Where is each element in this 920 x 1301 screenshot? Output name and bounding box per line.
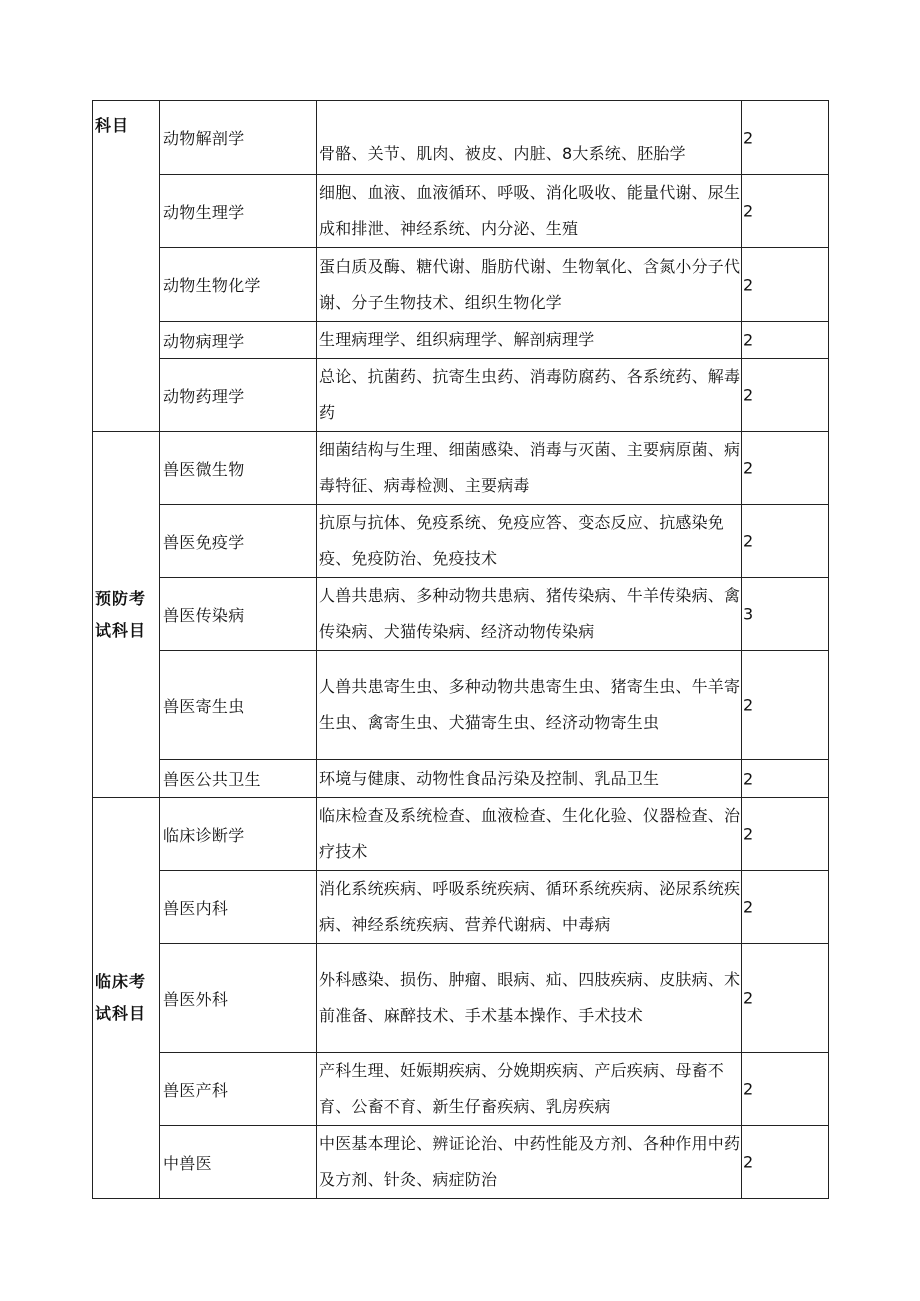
- weight-value: 2: [743, 128, 754, 147]
- weight-value: 2: [743, 1079, 754, 1099]
- content-cell: 临床检查及系统检查、血液检查、生化化验、仪器检查、治疗技术: [317, 798, 742, 871]
- subject-cell: 兽医微生物: [160, 432, 317, 505]
- table-row: [93, 101, 829, 175]
- weight-cell: [742, 871, 829, 944]
- category-label: 预防考试科目: [95, 588, 147, 640]
- weight-cell: [742, 1126, 829, 1199]
- table-row: [93, 651, 829, 760]
- exam-subject-table: [92, 100, 829, 1199]
- category-cell: [93, 432, 160, 798]
- category-cell: [93, 798, 160, 1199]
- weight-value: 2: [743, 275, 754, 294]
- category-label: 临床考试科目: [95, 972, 147, 1023]
- content-cell: 骨骼、关节、肌肉、被皮、内脏、8大系统、胚胎学: [317, 101, 742, 175]
- category-label: 科目: [95, 116, 130, 135]
- table-row: [93, 578, 829, 651]
- subject-cell: 动物解剖学: [160, 101, 317, 175]
- subject-cell: 兽医传染病: [160, 578, 317, 651]
- weight-value: 2: [743, 988, 754, 1008]
- category-cell: [93, 101, 160, 432]
- weight-cell: [742, 359, 829, 432]
- content-cell: 外科感染、损伤、肿瘤、眼病、疝、四肢疾病、皮肤病、术前准备、麻醉技术、手术基本操作、手术技术: [317, 944, 742, 1053]
- weight-value: 2: [743, 695, 754, 715]
- table-row: [93, 871, 829, 944]
- table-row: [93, 944, 829, 1053]
- weight-value: 2: [743, 824, 754, 844]
- weight-cell: [742, 651, 829, 760]
- weight-cell: [742, 322, 829, 359]
- subject-cell: 兽医寄生虫: [160, 651, 317, 760]
- content-cell: 蛋白质及酶、糖代谢、脂肪代谢、生物氧化、含氮小分子代谢、分子生物技术、组织生物化学: [317, 248, 742, 322]
- content-cell: 人兽共患寄生虫、多种动物共患寄生虫、猪寄生虫、牛羊寄生虫、禽寄生虫、犬猫寄生虫、经济动物寄生虫: [317, 651, 742, 760]
- table-row: [93, 175, 829, 248]
- content-cell: 产科生理、妊娠期疾病、分娩期疾病、产后疾病、母畜不育、公畜不育、新生仔畜疾病、乳房疾病: [317, 1053, 742, 1126]
- table-row: [93, 798, 829, 871]
- table-row: [93, 505, 829, 578]
- weight-cell: [742, 505, 829, 578]
- subject-cell: 兽医产科: [160, 1053, 317, 1126]
- weight-value: 2: [743, 458, 754, 478]
- weight-value: 3: [743, 604, 754, 624]
- weight-value: 2: [743, 531, 754, 551]
- content-cell: 环境与健康、动物性食品污染及控制、乳品卫生: [317, 760, 742, 798]
- table-row: [93, 359, 829, 432]
- table-row: [93, 322, 829, 359]
- weight-cell: [742, 432, 829, 505]
- weight-value: 2: [743, 330, 754, 350]
- weight-value: 2: [743, 385, 754, 405]
- subject-cell: 中兽医: [160, 1126, 317, 1199]
- subject-cell: 动物生理学: [160, 175, 317, 248]
- weight-value: 2: [743, 769, 754, 788]
- content-cell: 细菌结构与生理、细菌感染、消毒与灭菌、主要病原菌、病毒特征、病毒检测、主要病毒: [317, 432, 742, 505]
- weight-cell: [742, 798, 829, 871]
- content-cell: 总论、抗菌药、抗寄生虫药、消毒防腐药、各系统药、解毒药: [317, 359, 742, 432]
- content-cell: 抗原与抗体、免疫系统、免疫应答、变态反应、抗感染免疫、免疫防治、免疫技术: [317, 505, 742, 578]
- content-cell: 中医基本理论、辨证论治、中药性能及方剂、各种作用中药及方剂、针灸、病症防治: [317, 1126, 742, 1199]
- subject-cell: 临床诊断学: [160, 798, 317, 871]
- weight-value: 2: [743, 1152, 754, 1172]
- subject-cell: 兽医外科: [160, 944, 317, 1053]
- table-row: [93, 248, 829, 322]
- table-row: [93, 760, 829, 798]
- weight-value: 2: [743, 897, 754, 917]
- table-row: [93, 1126, 829, 1199]
- content-cell: 细胞、血液、血液循环、呼吸、消化吸收、能量代谢、尿生成和排泄、神经系统、内分泌、生殖: [317, 175, 742, 248]
- weight-cell: [742, 175, 829, 248]
- subject-cell: 兽医公共卫生: [160, 760, 317, 798]
- content-cell: 人兽共患病、多种动物共患病、猪传染病、牛羊传染病、禽传染病、犬猫传染病、经济动物传染病: [317, 578, 742, 651]
- weight-cell: [742, 101, 829, 175]
- subject-cell: 动物药理学: [160, 359, 317, 432]
- content-cell: 消化系统疾病、呼吸系统疾病、循环系统疾病、泌尿系统疾病、神经系统疾病、营养代谢病、中毒病: [317, 871, 742, 944]
- weight-cell: [742, 760, 829, 798]
- subject-cell: 兽医免疫学: [160, 505, 317, 578]
- content-cell: 生理病理学、组织病理学、解剖病理学: [317, 322, 742, 359]
- weight-cell: [742, 1053, 829, 1126]
- subject-cell: 动物病理学: [160, 322, 317, 359]
- weight-cell: [742, 944, 829, 1053]
- weight-value: 2: [743, 201, 754, 221]
- subject-cell: 兽医内科: [160, 871, 317, 944]
- weight-cell: [742, 578, 829, 651]
- subject-cell: 动物生物化学: [160, 248, 317, 322]
- table-row: [93, 432, 829, 505]
- table-row: [93, 1053, 829, 1126]
- weight-cell: [742, 248, 829, 322]
